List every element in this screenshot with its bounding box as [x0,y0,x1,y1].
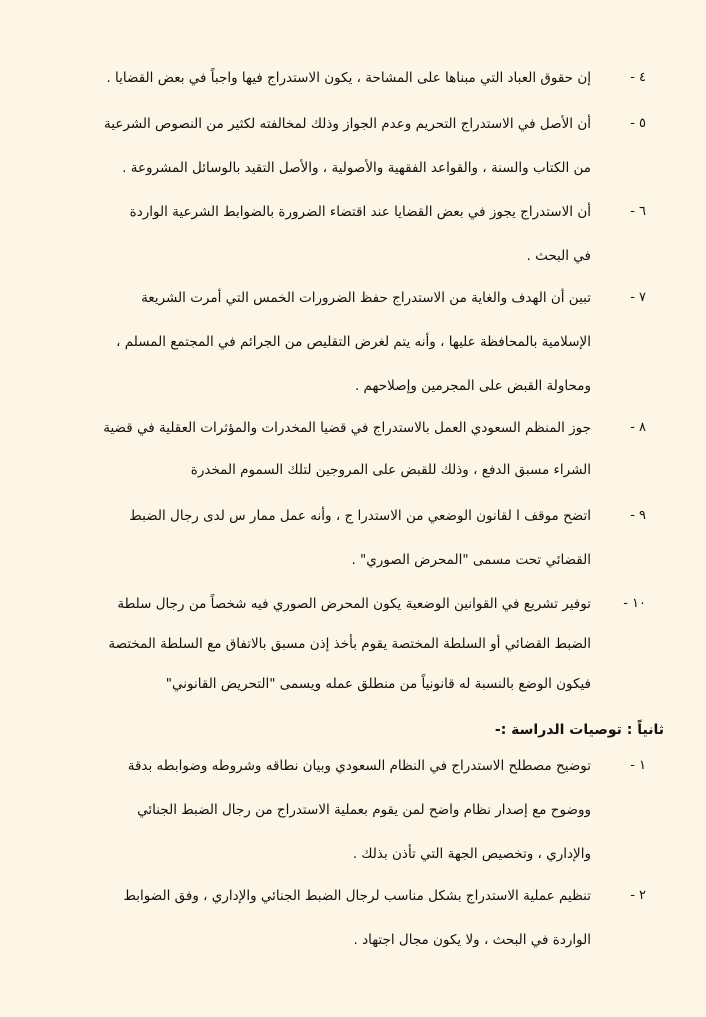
item-number: ٩ - [630,508,646,523]
item-line: فيكون الوضع بالنسبة له قانونياً من منطلق عمله ويسمى "التحريض القانوني" [165,676,591,692]
item-number: ١٠ - [623,596,646,611]
item-line: جوز المنظم السعودي العمل بالاستدراج في قضيا المخدرات والمؤثرات العقلية في قضية [103,420,591,436]
item-line: من الكتاب والسنة ، والقواعد الفقهية والأصولية ، والأصل التقيد بالوسائل المشروعة . [122,160,591,176]
item-line: اتضح موقف ا لقانون الوضعي من الاستدرا ج ، وأنه عمل ممار س لدى رجال الضبط [129,508,591,524]
item-line: تنظيم عملية الاستدراج بشكل مناسب لرجال الضبط الجنائي والإداري ، وفق الضوابط [123,888,591,904]
item-number: ٧ - [630,290,646,305]
item-number: ٥ - [630,116,646,131]
item-number: ١ - [630,758,646,773]
item-line: أن الاستدراج يجوز في بعض القضايا عند اقتضاء الضرورة بالضوابط الشرعية الواردة [129,204,591,220]
item-line: والإداري ، وتخصيص الجهة التي تأذن بذلك . [352,846,591,862]
item-line: الإسلامية بالمحافظة عليها ، وأنه يتم لغرض التقليص من الجرائم في المجتمع المسلم ، [116,334,591,350]
section-heading: ثانياً : توصيات الدراسة :- [494,722,664,738]
item-line: ومحاولة القبض على المجرمين وإصلاحهم . [354,378,591,394]
item-line: الواردة في البحث ، ولا يكون مجال اجتهاد . [353,932,591,948]
item-line: تبين أن الهدف والغاية من الاستدراج حفظ الضرورات الخمس التي أمرت الشريعة [141,290,591,306]
item-line: الضبط القضائي أو السلطة المختصة يقوم بأخذ إذن مسبق بالاتفاق مع السلطة المختصة [108,636,591,652]
item-number: ٤ - [630,70,646,85]
item-line: ووضوح مع إصدار نظام واضح لمن يقوم بعملية الاستدراج من رجال الضبط الجنائي [137,802,591,818]
item-line: أن الأصل في الاستدراج التحريم وعدم الجواز وذلك لمخالفته لكثير من النصوص الشرعية [104,116,591,132]
item-line: إن حقوق العباد التي مبناها على المشاحة ، يكون الاستدراج فيها واجباً في بعض القضايا . [106,70,591,86]
item-line: في البحث . [526,248,591,264]
item-line: توفير تشريع في القوانين الوضعية يكون المحرض الصوري فيه شخصاً من رجال سلطة [117,596,591,612]
item-line: القضائي تحت مسمى "المحرض الصوري" . [351,552,591,568]
item-line: توضيح مصطلح الاستدراج في النظام السعودي وبيان نطاقه وشروطه وضوابطه بدقة [127,758,591,774]
item-number: ٦ - [630,204,646,219]
item-number: ٢ - [630,888,646,903]
item-number: ٨ - [630,420,646,435]
item-line: الشراء مسبق الدفع ، وذلك للقبض على المروجين لتلك السموم المخدرة [190,462,591,478]
